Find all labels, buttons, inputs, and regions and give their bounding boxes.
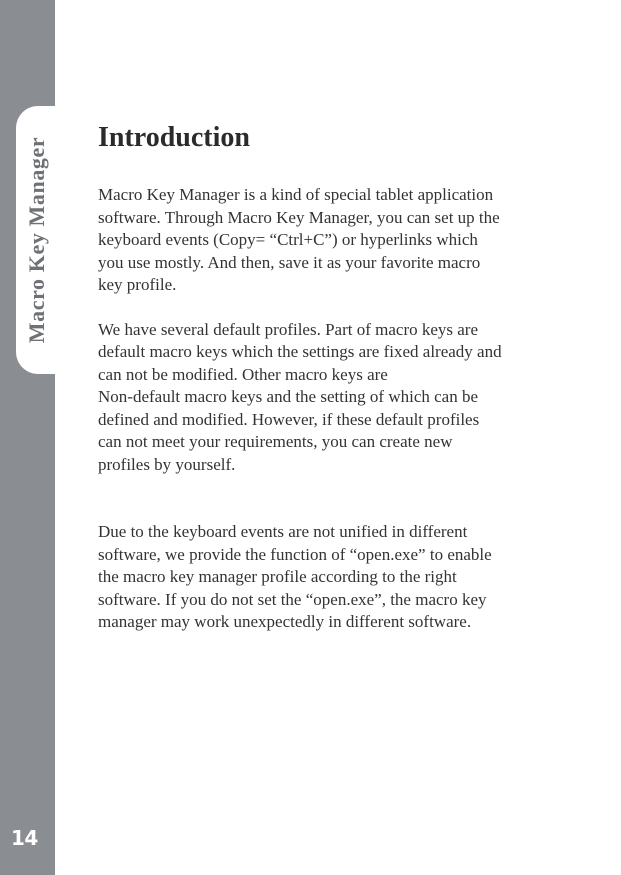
text-line: software, we provide the function of “open.exe” to enable	[98, 544, 492, 564]
sidebar	[0, 0, 55, 875]
page-title: Introduction	[98, 122, 250, 153]
section-label: Macro Key Manager	[24, 136, 49, 344]
text-line: Due to the keyboard events are not unified in different	[98, 522, 468, 541]
paragraph-open-exe	[98, 521, 568, 634]
text-line: software. Through Macro Key Manager, you can set up the	[98, 207, 500, 227]
text-line: you use mostly. And then, save it as your favorite macro	[98, 252, 481, 272]
page-number: 14	[11, 826, 38, 850]
text-line: Macro Key Manager is a kind of special tablet application	[98, 185, 494, 204]
text-line: the macro key manager profile according to the right	[98, 567, 457, 586]
text-line: can not meet your requirements, you can create new	[98, 432, 453, 451]
text-line: Non-default macro keys and the setting of which can be	[98, 387, 479, 406]
paragraph-intro	[98, 184, 568, 297]
text-line: software. If you do not set the “open.exe”, the macro key	[98, 589, 487, 609]
text-line: manager may work unexpectedly in different software.	[98, 612, 472, 631]
paragraph-profiles	[98, 319, 568, 477]
text-line: We have several default profiles. Part of macro keys are	[98, 319, 479, 339]
text-line: profiles by yourself.	[98, 454, 236, 474]
text-line: defined and modified. However, if these default profiles	[98, 409, 480, 429]
main-content	[98, 118, 568, 634]
text-line: key profile.	[98, 275, 177, 294]
text-line: default macro keys which the settings are fixed already and	[98, 342, 502, 361]
text-line: can not be modified. Other macro keys are	[98, 364, 388, 384]
text-line: keyboard events (Copy= “Ctrl+C”) or hyperlinks which	[98, 230, 478, 249]
